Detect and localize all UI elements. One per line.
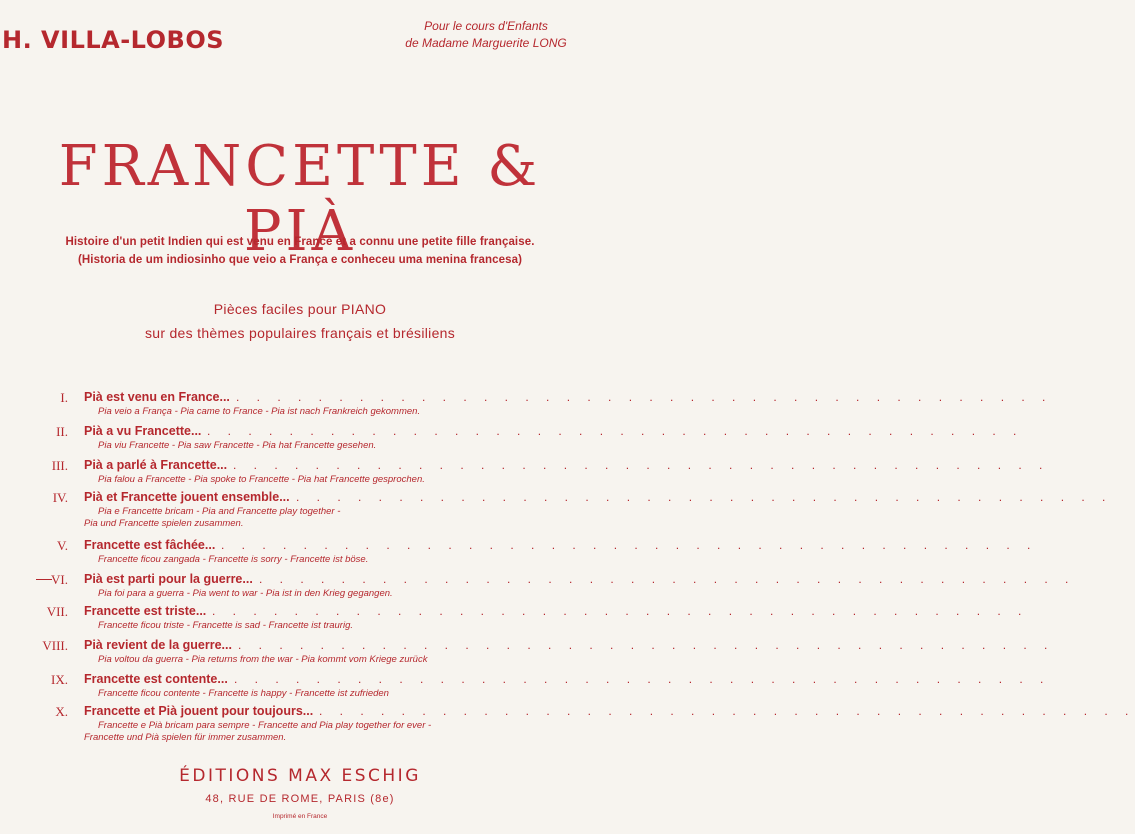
leader-dots: . . . . . . . . . . . . . . . . . . . . . . . . . . . . . . . . . . . . . . . . [296,490,1113,504]
toc-entry-number: X. [55,704,68,719]
leader-dots: . . . . . . . . . . . . . . . . . . . . . . . . . . . . . . . . . . . . . . . . [319,704,1135,718]
publisher-name: ÉDITIONS MAX ESCHIG [179,766,421,786]
leader-dots: . . . . . . . . . . . . . . . . . . . . . . . . . . . . . . . . . . . . . . . . [221,538,1038,552]
toc-entry-title: Pià et Francette jouent ensemble... [84,490,290,504]
toc-entry-title: Pià est parti pour la guerre... [84,572,253,586]
toc-entry-translation: Pia veio a França - Pia came to France - Pia ist nach Frankreich gekommen. [98,406,421,417]
toc-entry-translation: Francette ficou zangada - Francette is sorry - Francette ist böse. [98,554,369,565]
subtitle-portuguese: (Historia de um indiosinho que veio a França e conheceu uma menina francesa) [77,254,523,266]
toc-entry-title: Pià est venu en France... [84,390,230,404]
toc-entry-title: Francette et Pià jouent pour toujours... [84,704,314,718]
margin-dash [36,579,52,580]
pieces-themes: sur des thèmes populaires français et brésiliens [144,325,456,341]
toc-entry-translation: Pia e Francette bricam - Pia and Francette play together - [98,506,341,517]
toc-entry-title: Francette est contente... [84,672,228,686]
toc-entry-number: IV. [52,490,68,505]
toc-entry-translation: Pia foi para a guerra - Pia went to war - Pia ist in den Krieg gegangen. [98,588,393,599]
toc-entry-number: VII. [46,604,68,619]
printed-note: Imprimé en France [272,813,328,820]
subtitle-french: Histoire d'un petit Indien qui est venu en France et a connu une petite fille française. [65,236,535,248]
leader-dots: . . . . . . . . . . . . . . . . . . . . . . . . . . . . . . . . . . . . . . . . [234,672,1051,686]
toc-entry-number: I. [60,390,68,405]
dedication [386,18,586,52]
toc-entry-number: II. [56,424,68,439]
leader-dots: . . . . . . . . . . . . . . . . . . . . . . . . . . . . . . . . . . . . . . . . [212,604,1029,618]
toc-entry-translation: Francette e Pià bricam para sempre - Francette and Pia play together for ever - [98,720,432,731]
toc-entry-translation: Francette und Pià spielen für immer zusammen. [84,732,287,743]
toc-entry-translation: Francette ficou triste - Francette is sad - Francette ist traurig. [98,620,354,631]
toc-entry-number: VIII. [42,638,68,653]
dedication-line-1: Pour le cours d'Enfants [424,19,548,33]
toc-entry-number: III. [51,458,68,473]
toc-entry-number: VI. [51,572,68,587]
toc-entry-number: V. [57,538,68,553]
toc-entry-title: Francette est fâchée... [84,538,216,552]
toc-entry-number: IX. [51,672,68,687]
toc-entry-title: Pià revient de la guerre... [84,638,232,652]
toc-entry-translation: Pia und Francette spielen zusammen. [84,518,244,529]
toc-entry-title: Francette est triste... [84,604,207,618]
publisher-address: 48, RUE DE ROME, PARIS (8e) [205,793,395,805]
leader-dots: . . . . . . . . . . . . . . . . . . . . . . . . . . . . . . . . . . . . . . . . [236,390,1053,404]
toc-entry-translation: Pia voltou da guerra - Pia returns from the war - Pia kommt vom Kriege zurück [98,654,428,665]
toc-entry-translation: Pia viu Francette - Pia saw Francette - Pia hat Francette gesehen. [98,440,377,451]
pieces-description: Pièces faciles pour PIANO [213,301,387,317]
leader-dots: . . . . . . . . . . . . . . . . . . . . . . . . . . . . . . . . . . . . . . . . [207,424,1024,438]
toc-entry-translation: Pia falou a Francette - Pia spoke to Francette - Pia hat Francette gesprochen. [98,474,425,485]
toc-entry-title: Pià a parlé à Francette... [84,458,228,472]
leader-dots: . . . . . . . . . . . . . . . . . . . . . . . . . . . . . . . . . . . . . . . . [233,458,1050,472]
toc-entry-title: Pià a vu Francette... [84,424,202,438]
toc-entry-translation: Francette ficou contente - Francette is happy - Francette ist zufrieden [98,688,389,699]
leader-dots: . . . . . . . . . . . . . . . . . . . . . . . . . . . . . . . . . . . . . . . . [238,638,1055,652]
leader-dots: . . . . . . . . . . . . . . . . . . . . . . . . . . . . . . . . . . . . . . . . [259,572,1076,586]
work-title: FRANCETTE & PIÀ [58,134,542,264]
composer-name: H. VILLA-LOBOS [2,26,225,54]
dedication-line-2: de Madame Marguerite LONG [405,36,567,50]
